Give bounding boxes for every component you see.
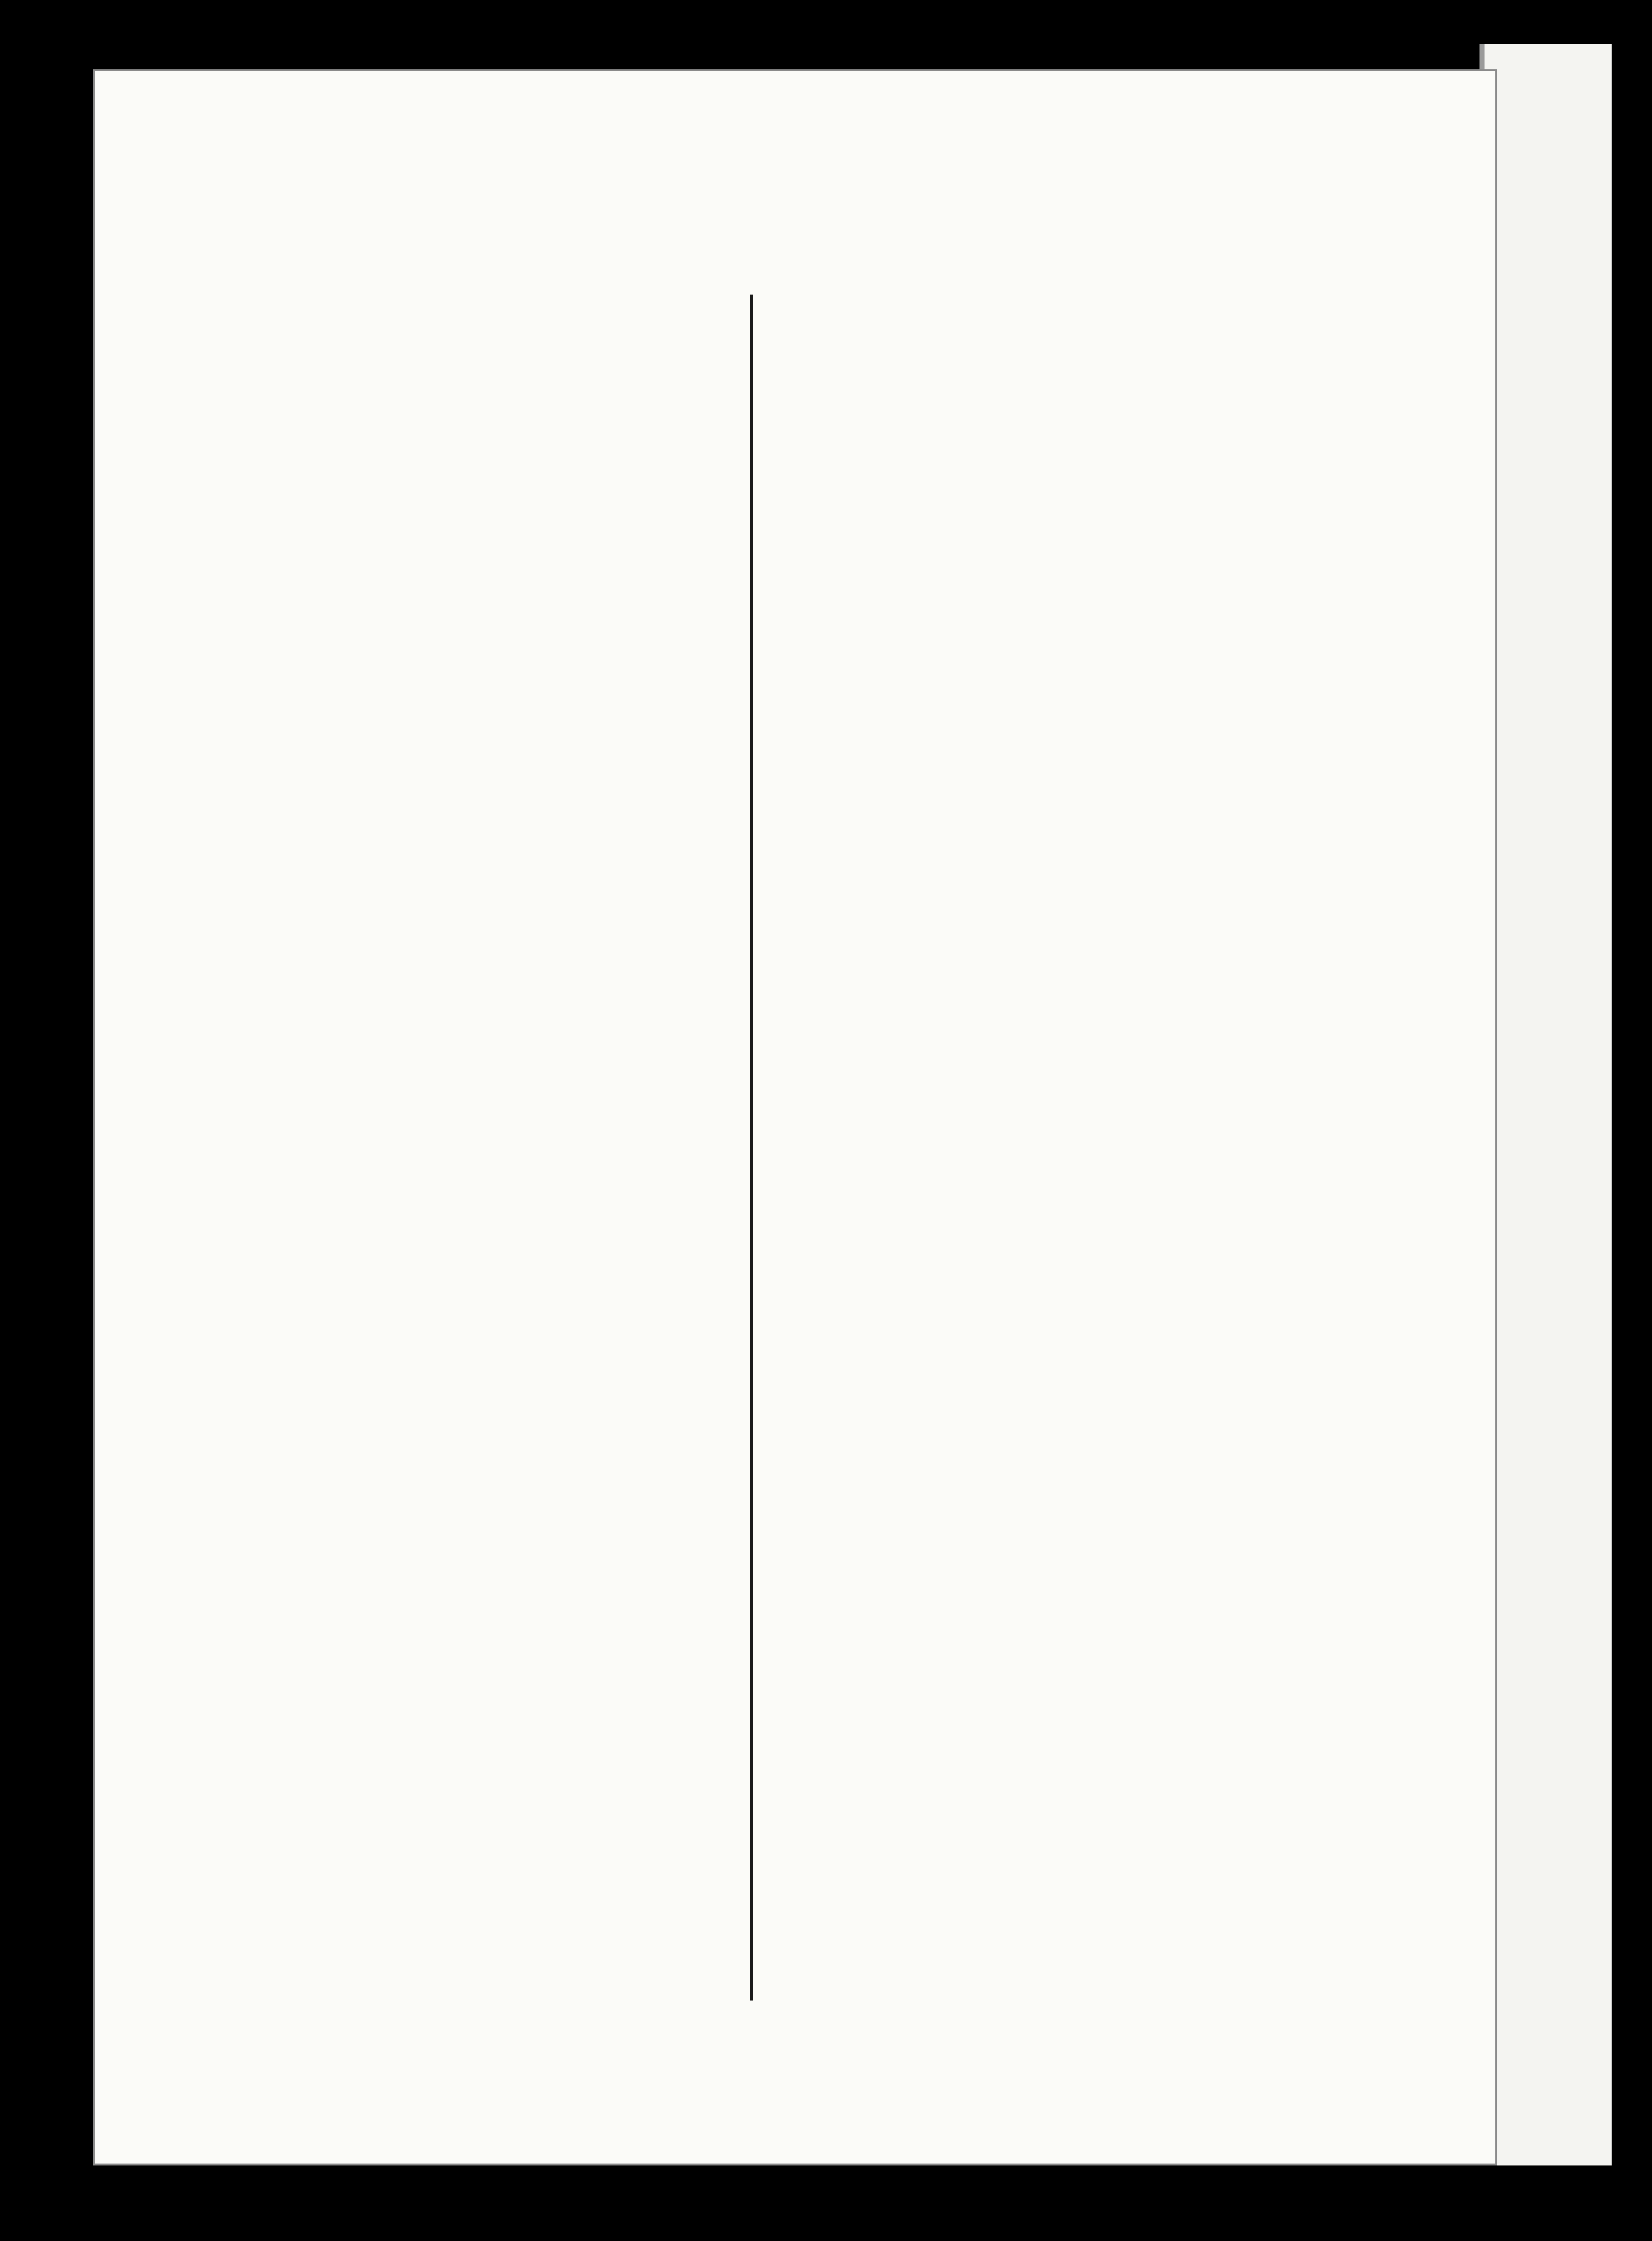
document-page <box>93 69 1497 2165</box>
adjacent-page-edge <box>1479 44 1612 2165</box>
column-divider <box>750 295 753 2001</box>
